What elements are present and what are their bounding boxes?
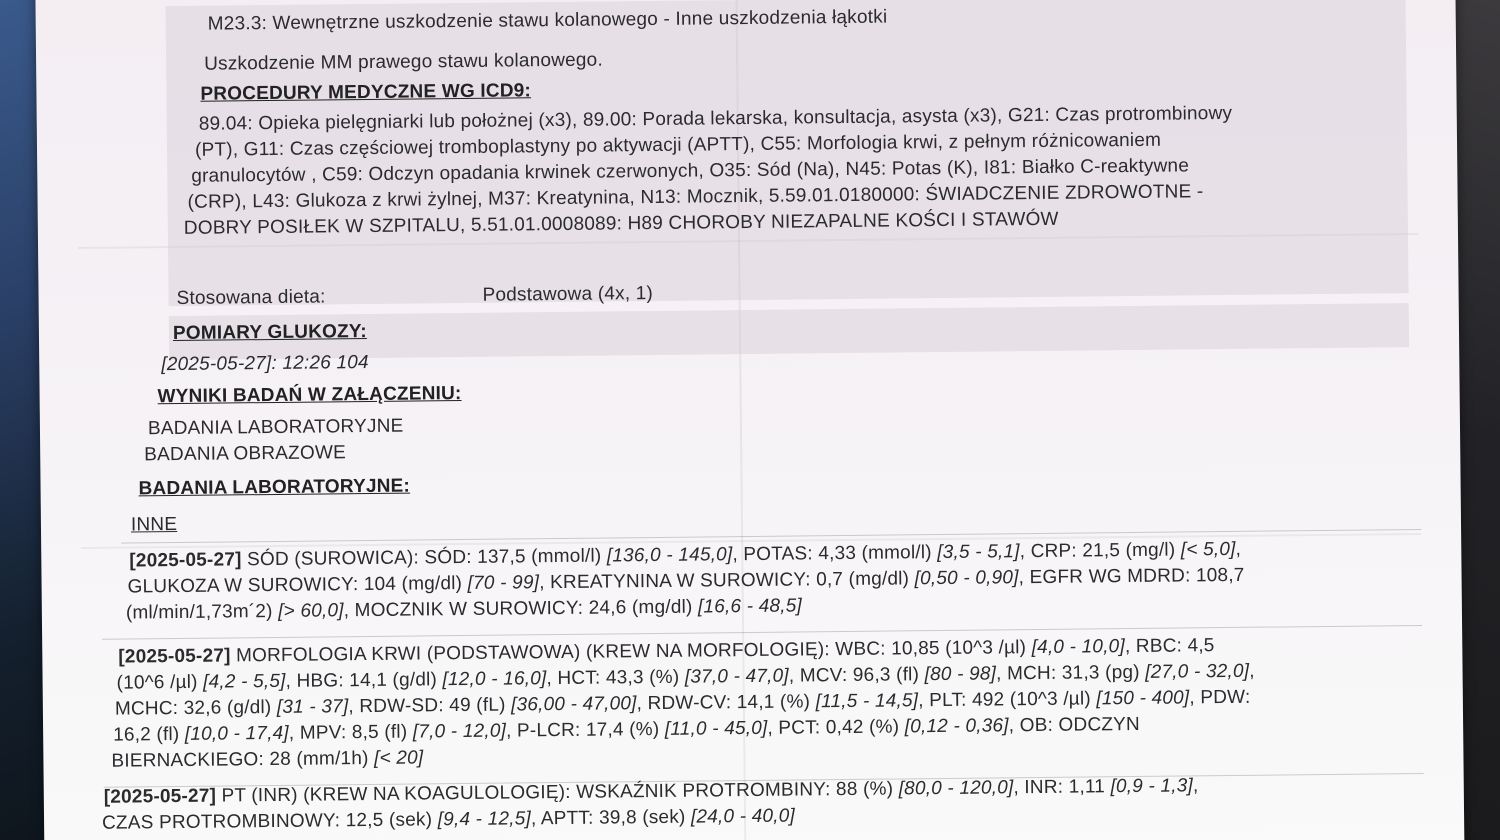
result-text: , bbox=[1235, 538, 1242, 560]
reference-range: [0,12 - 0,36] bbox=[904, 715, 1009, 738]
result-text: , PCT: 0,42 (%) bbox=[767, 716, 905, 739]
reference-range: [0,9 - 1,3] bbox=[1110, 775, 1194, 798]
result-text: , OB: ODCZYN bbox=[1008, 713, 1141, 737]
divider bbox=[102, 625, 1422, 640]
result-text: , CRP: 21,5 (mg/l) bbox=[1019, 539, 1181, 563]
reference-range: [0,50 - 0,90] bbox=[914, 567, 1019, 590]
result-text: , EGFR WG MDRD: 108,7 bbox=[1018, 564, 1245, 589]
reference-range: [4,0 - 10,0] bbox=[1031, 636, 1125, 659]
result-date: [2025-05-27] bbox=[129, 549, 242, 572]
result-text: , bbox=[1192, 775, 1199, 797]
reference-range: [4,2 - 5,5] bbox=[202, 670, 286, 693]
result-text: , RBC: 4,5 bbox=[1124, 635, 1215, 658]
attachment-item: BADANIA OBRAZOWE bbox=[144, 442, 347, 466]
reference-range: [11,5 - 14,5] bbox=[815, 690, 919, 713]
reference-range: [136,0 - 145,0] bbox=[606, 544, 733, 567]
lab-heading: BADANIA LABORATORYJNE: bbox=[138, 475, 411, 500]
reference-range: [7,0 - 12,0] bbox=[412, 720, 507, 743]
result-text: , APTT: 39,8 (sek) bbox=[530, 806, 692, 830]
reference-range: [16,6 - 48,5] bbox=[697, 595, 803, 618]
lab-result-line bbox=[104, 775, 1199, 808]
diagnosis-line: M23.3: Wewnętrzne uszkodzenie stawu kolanowego - Inne uszkodzenia łąkotki bbox=[207, 6, 888, 35]
diagnosis-description: Uszkodzenie MM prawego stawu kolanowego. bbox=[204, 49, 603, 75]
result-text: , HCT: 43,3 (%) bbox=[546, 666, 685, 690]
result-text: PT (INR) (KREW NA KOAGULOLOGIĘ): WSKAŹNIK PROTROMBINY: 88 (%) bbox=[215, 778, 899, 807]
result-text: , RDW-SD: 49 (fL) bbox=[348, 694, 512, 718]
result-text: , MOCZNIK W SUROWICY: 24,6 (mg/dl) bbox=[343, 596, 699, 622]
attachment-item: BADANIA LABORATORYJNE bbox=[147, 415, 404, 440]
result-text: , MCH: 31,3 (pg) bbox=[995, 661, 1146, 685]
reference-range: [< 20] bbox=[373, 747, 424, 769]
result-text: , RDW-CV: 14,1 (%) bbox=[636, 691, 816, 715]
reference-range: [150 - 400] bbox=[1096, 687, 1190, 710]
reference-range: [12,0 - 16,0] bbox=[442, 668, 547, 691]
result-date: [2025-05-27] bbox=[103, 785, 217, 808]
result-text: SÓD (SUROWICA): SÓD: 137,5 (mmol/l) bbox=[241, 545, 607, 571]
result-text: , PDW: bbox=[1189, 686, 1251, 709]
procedure-line: 89.04: Opieka pielęgniarki lub położnej (x3), 89.00: Porada lekarska, konsultacja, asysta (x3), G21: Czas protrombinowy bbox=[198, 102, 1233, 135]
reference-range: [24,0 - 40,0] bbox=[690, 805, 796, 828]
reference-range: [27,0 - 32,0] bbox=[1145, 660, 1250, 683]
result-text: CZAS PROTROMBINOWY: 12,5 (sek) bbox=[101, 809, 438, 834]
reference-range: [3,5 - 5,1] bbox=[937, 541, 1020, 564]
attachments-heading: WYNIKI BADAŃ W ZAŁĄCZENIU: bbox=[157, 383, 462, 408]
result-date: [2025-05-27] bbox=[118, 645, 231, 668]
result-text: , HBG: 14,1 (g/dl) bbox=[285, 669, 443, 692]
glucose-entry: [2025-05-27]: 12:26 104 bbox=[161, 351, 369, 376]
procedure-line: DOBRY POSIŁEK W SZPITALU, 5.51.01.0008089: H89 CHOROBY NIEZAPALNE KOŚCI I STAWÓW bbox=[183, 208, 1059, 239]
reference-range: [10,0 - 17,4] bbox=[184, 722, 289, 745]
result-text: , POTAS: 4,33 (mmol/l) bbox=[732, 542, 938, 566]
result-text: , KREATYNINA W SUROWICY: 0,7 (mg/dl) bbox=[539, 568, 915, 594]
result-text: , PLT: 492 (10^3 /µl) bbox=[918, 688, 1097, 712]
document-sheet bbox=[35, 0, 1464, 840]
result-text: (10^6 /µl) bbox=[116, 671, 204, 694]
procedure-line: (PT), G11: Czas częściowej tromboplastyny po aktywacji (APTT), C55: Morfologia krwi, z pełnym różnicowaniem bbox=[194, 129, 1162, 161]
reference-range: [9,4 - 12,5] bbox=[437, 808, 532, 831]
lab-subheading: INNE bbox=[130, 514, 178, 536]
procedure-line: (CRP), L43: Glukoza z krwi żylnej, M37: Kreatynina, N13: Mocznik, 5.59.01.0180000: ŚWIADCZENIE ZDROWOTNE - bbox=[187, 181, 1204, 213]
reference-range: [36,00 - 47,00] bbox=[510, 693, 637, 716]
reference-range: [11,0 - 45,0] bbox=[664, 717, 768, 740]
result-text: 16,2 (fl) bbox=[113, 723, 185, 746]
glucose-heading: POMIARY GLUKOZY: bbox=[172, 321, 367, 345]
procedures-heading: PROCEDURY MEDYCZNE WG ICD9: bbox=[200, 80, 532, 105]
reference-range: [80,0 - 120,0] bbox=[898, 777, 1014, 800]
result-text: MORFOLOGIA KRWI (PODSTAWOWA) (KREW NA MORFOLOGIĘ): WBC: 10,85 (10^3 /µl) bbox=[230, 637, 1032, 667]
result-text: (ml/min/1,73m´2) bbox=[125, 600, 279, 624]
diet-label: Stosowana dieta: bbox=[176, 286, 326, 309]
reference-range: [70 - 99] bbox=[467, 572, 540, 594]
result-text: , bbox=[1249, 660, 1255, 682]
result-text: MCHC: 32,6 (g/dl) bbox=[114, 696, 277, 720]
result-text: , INR: 1,11 bbox=[1013, 776, 1111, 799]
procedure-line: granulocytów , C59: Odczyn opadania krwinek czerwonych, O35: Sód (Na), N45: Potas (K), I81: Białko C-reaktywne bbox=[191, 155, 1190, 187]
lab-result-line bbox=[102, 806, 795, 835]
reference-range: [80 - 98] bbox=[924, 663, 997, 686]
reference-range: [31 - 37] bbox=[276, 696, 349, 718]
lab-result-line bbox=[111, 747, 423, 772]
result-text: BIERNACKIEGO: 28 (mm/1h) bbox=[111, 747, 375, 772]
diet-value: Podstawowa (4x, 1) bbox=[482, 283, 654, 306]
reference-range: [37,0 - 47,0] bbox=[684, 665, 789, 688]
result-text: , P-LCR: 17,4 (%) bbox=[505, 718, 665, 742]
result-text: GLUKOZA W SUROWICY: 104 (mg/dl) bbox=[127, 572, 468, 598]
result-text: , MPV: 8,5 (fl) bbox=[288, 721, 413, 744]
lab-result-line bbox=[126, 595, 802, 624]
reference-range: [> 60,0] bbox=[278, 600, 344, 622]
reference-range: [< 5,0] bbox=[1180, 538, 1236, 561]
result-text: , MCV: 96,3 (fl) bbox=[788, 664, 925, 687]
